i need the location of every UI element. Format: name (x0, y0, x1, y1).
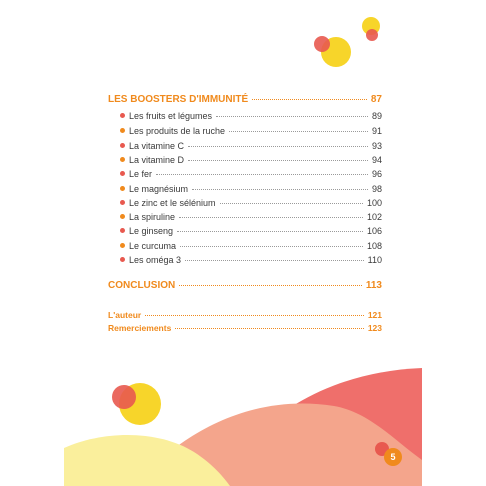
bullet-dot (120, 228, 125, 233)
toc-page-number: 102 (366, 212, 382, 222)
page-number-badge: 5 (384, 448, 402, 466)
toc-section-thanks[interactable] (108, 323, 382, 333)
toc-page-number: 100 (366, 198, 382, 208)
dotted-leader (229, 131, 368, 132)
toc-item-label: Les produits de la ruche (129, 126, 226, 136)
toc-item-label: Le zinc et le sélénium (129, 198, 216, 208)
dotted-leader (220, 203, 363, 204)
toc-page-number: 98 (371, 184, 382, 194)
toc-section-title: LES BOOSTERS D'IMMUNITÉ (108, 94, 249, 105)
dotted-leader (177, 231, 363, 232)
toc-item[interactable] (120, 212, 382, 222)
toc-item[interactable] (120, 111, 382, 121)
dotted-leader (192, 189, 368, 190)
bullet-dot (120, 257, 125, 262)
dotted-leader (145, 315, 364, 316)
toc-item-label: La spiruline (129, 212, 176, 222)
toc-item-label: Le fer (129, 169, 153, 179)
toc-item-label: Le ginseng (129, 226, 174, 236)
toc-page-number: 96 (371, 169, 382, 179)
toc-section-title: CONCLUSION (108, 280, 176, 291)
toc-section-author[interactable] (108, 310, 382, 320)
toc-item[interactable] (120, 184, 382, 194)
toc-item[interactable] (120, 155, 382, 165)
bullet-dot (120, 128, 125, 133)
book-page (64, 0, 422, 486)
bullet-dot (120, 214, 125, 219)
dotted-leader (179, 217, 363, 218)
dotted-leader (179, 285, 362, 286)
toc-item[interactable] (120, 255, 382, 265)
toc-item-label: La vitamine D (129, 155, 185, 165)
toc-item-label: Le curcuma (129, 241, 177, 251)
bullet-dot (120, 113, 125, 118)
toc-page-number: 91 (371, 126, 382, 136)
toc-page-number: 110 (367, 255, 382, 265)
toc-item[interactable] (120, 169, 382, 179)
toc-item[interactable] (120, 241, 382, 251)
toc-page-number: 113 (365, 280, 382, 291)
bullet-dot (120, 243, 125, 248)
toc-page-number: 106 (366, 226, 382, 236)
toc-item[interactable] (120, 226, 382, 236)
toc-page-number: 108 (366, 241, 382, 251)
toc-section-title: Remerciements (108, 323, 172, 333)
toc-page-number: 93 (371, 141, 382, 151)
dotted-leader (252, 99, 367, 100)
dotted-leader (185, 260, 364, 261)
dotted-leader (180, 246, 363, 247)
toc-item[interactable] (120, 141, 382, 151)
toc-section-conclusion[interactable] (108, 280, 382, 291)
toc-section-boosters[interactable] (108, 94, 382, 105)
toc-item-label: Les oméga 3 (129, 255, 182, 265)
toc-page-number: 89 (371, 111, 382, 121)
dotted-leader (188, 146, 368, 147)
toc-page-number: 94 (371, 155, 382, 165)
dotted-leader (188, 160, 368, 161)
toc-page-number: 87 (370, 94, 382, 105)
dotted-leader (216, 116, 368, 117)
bullet-dot (120, 143, 125, 148)
bullet-dot (120, 171, 125, 176)
toc-item-label: Le magnésium (129, 184, 189, 194)
toc-item[interactable] (120, 198, 382, 208)
toc-page-number: 121 (367, 310, 382, 320)
bullet-dot (120, 200, 125, 205)
dotted-leader (175, 328, 364, 329)
toc-section-title: L'auteur (108, 310, 142, 320)
dotted-leader (156, 174, 368, 175)
bullet-dot (120, 157, 125, 162)
toc-item-label: Les fruits et légumes (129, 111, 213, 121)
bullet-dot (120, 186, 125, 191)
table-of-contents (64, 0, 422, 486)
toc-item[interactable] (120, 126, 382, 136)
toc-page-number: 123 (367, 323, 382, 333)
toc-item-label: La vitamine C (129, 141, 185, 151)
